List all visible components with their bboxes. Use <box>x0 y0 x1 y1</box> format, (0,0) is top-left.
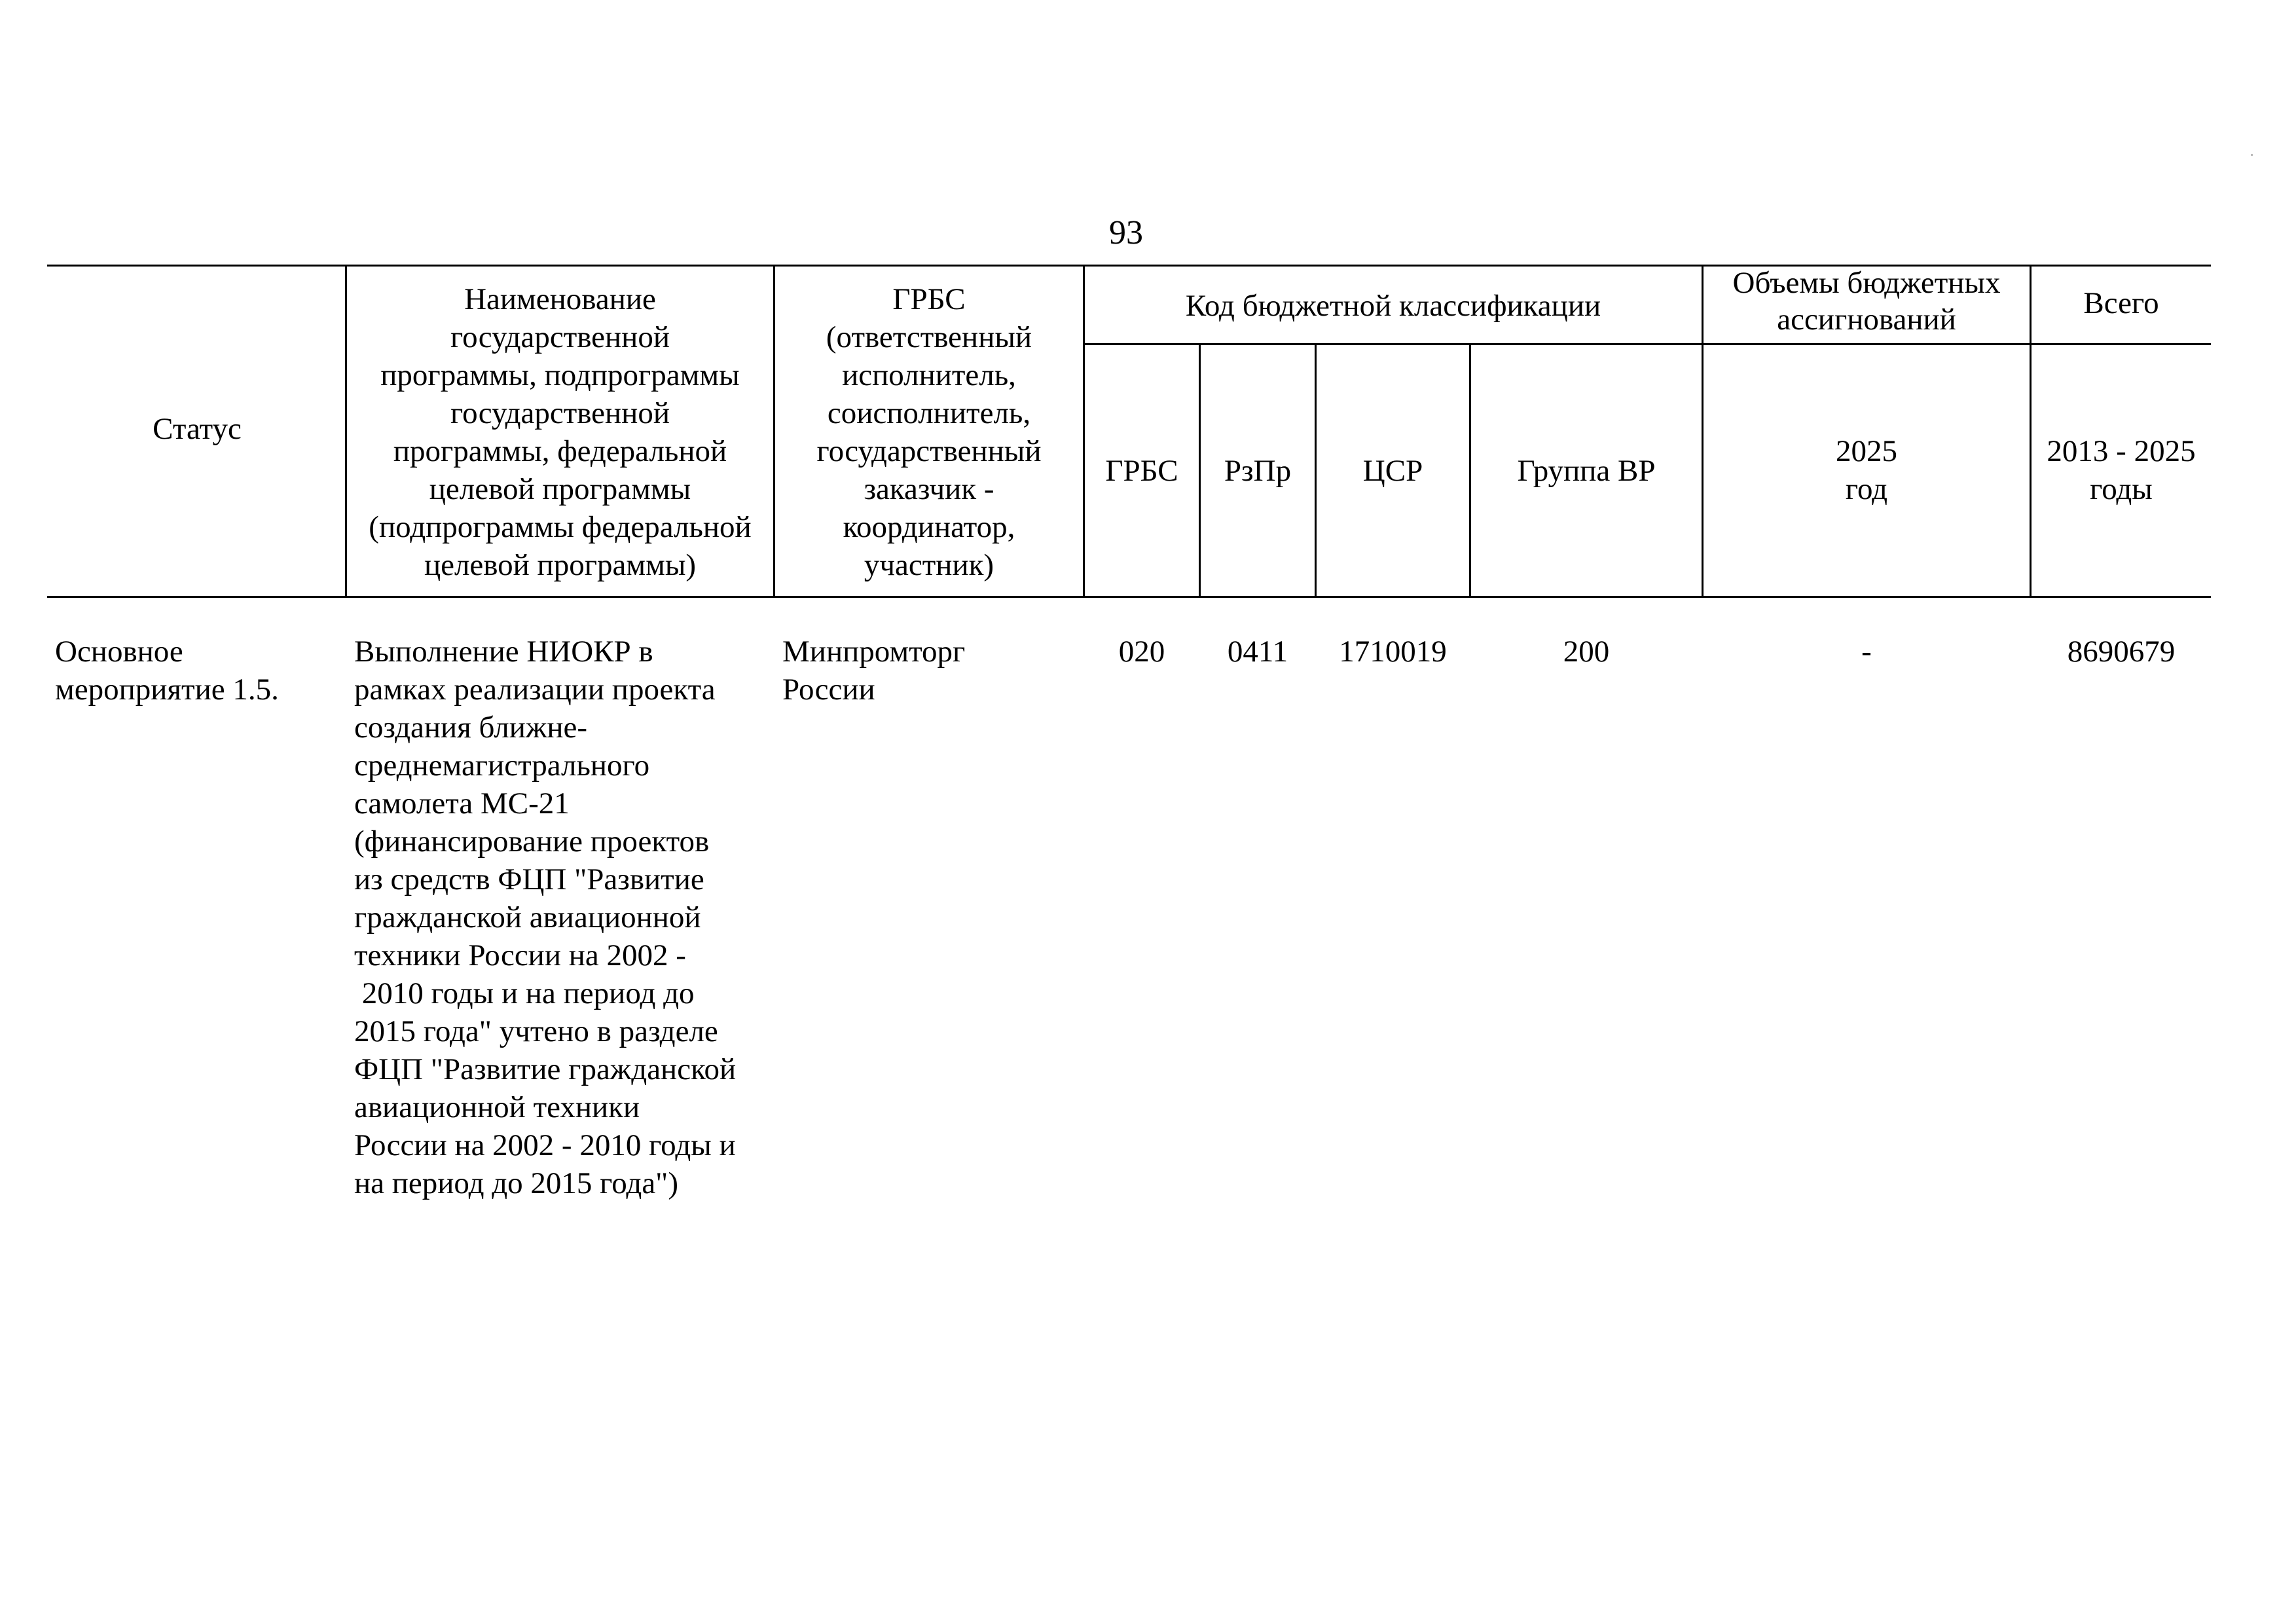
header-grbs-executor-line: государственный <box>816 434 1042 468</box>
row-name-line: техники России на 2002 - <box>354 938 686 972</box>
row-name-line: Выполнение НИОКР в <box>354 635 653 669</box>
header-grbs-executor <box>775 280 1083 584</box>
header-budget-volume-line: ассигнований <box>1777 303 1956 337</box>
header-grbs-executor-line: участник) <box>864 548 994 582</box>
row-group-vr <box>1471 633 1702 671</box>
header-program-name-line: Наименование <box>464 282 656 316</box>
header-bottom-border <box>47 596 2211 598</box>
header-program-name-line: государственной <box>450 396 670 430</box>
row-status-line: мероприятие 1.5. <box>55 673 279 707</box>
row-name-line: самолета МС-21 <box>354 786 570 821</box>
row-status-line: Основное <box>55 635 183 669</box>
header-total-text: Всего <box>2083 286 2159 320</box>
row-csr <box>1317 633 1469 671</box>
row-name-line: авиационной техники <box>354 1090 640 1124</box>
header-budget-code <box>1085 287 1702 325</box>
header-year-2025-line: 2025 <box>1836 434 1897 468</box>
row-rzpr-value: 0411 <box>1227 635 1288 669</box>
header-years-total-line: годы <box>2090 472 2153 506</box>
row-name-line: ФЦП "Развитие гражданской <box>354 1052 737 1086</box>
header-years-total <box>2032 432 2211 508</box>
page-number: 93 <box>1109 214 1143 251</box>
header-csr-text: ЦСР <box>1362 454 1423 488</box>
header-year-2025-line: год <box>1845 472 1888 506</box>
row-grbs <box>1085 633 1199 671</box>
row-name-line: 2015 года" учтено в разделе <box>354 1014 718 1048</box>
header-year-2025 <box>1704 432 2030 508</box>
header-program-name-line: целевой программы <box>429 472 691 506</box>
row-rzpr <box>1201 633 1315 671</box>
row-grbs-executor <box>782 633 1080 709</box>
row-name-line: среднемагистрального <box>354 748 650 783</box>
header-rzpr-text: РзПр <box>1224 454 1292 488</box>
row-status <box>55 633 343 709</box>
header-grbs-executor-line: (ответственный <box>826 320 1032 354</box>
header-budget-volume <box>1704 265 2030 338</box>
header-csr <box>1317 452 1469 490</box>
row-grbs-value: 020 <box>1118 635 1165 669</box>
header-grbs <box>1085 452 1199 490</box>
header-years-total-line: 2013 - 2025 <box>2047 434 2196 468</box>
header-grbs-executor-line: заказчик - <box>864 472 994 506</box>
row-value-2025-value: - <box>1861 635 1872 669</box>
header-program-name-line: целевой программы) <box>424 548 697 582</box>
scan-speck <box>2251 154 2253 156</box>
header-grbs-executor-line: координатор, <box>843 510 1015 544</box>
row-value-total-value: 8690679 <box>2067 635 2176 669</box>
row-name-line: России на 2002 - 2010 годы и <box>354 1128 736 1162</box>
header-program-name <box>347 280 773 584</box>
header-grbs-executor-line: соисполнитель, <box>827 396 1031 430</box>
row-name-line: гражданской авиационной <box>354 900 701 934</box>
header-budget-code-text: Код бюджетной классификации <box>1185 289 1601 323</box>
row-name-line: на период до 2015 года") <box>354 1166 679 1200</box>
row-name-line: 2010 годы и на период до <box>354 976 695 1010</box>
row-group-vr-value: 200 <box>1563 635 1610 669</box>
header-status-text: Статус <box>153 412 242 446</box>
row-csr-value: 1710019 <box>1339 635 1447 669</box>
row-grbs-executor-line: Минпромторг <box>782 635 966 669</box>
header-group-vr-text: Группа ВР <box>1517 454 1656 488</box>
header-budget-volume-line: Объемы бюджетных <box>1732 266 2001 300</box>
header-status <box>49 410 345 448</box>
row-name-line: (финансирование проектов <box>354 824 710 858</box>
subheader-divider <box>1084 343 2211 345</box>
row-grbs-executor-line: России <box>782 673 875 707</box>
header-total <box>2032 284 2211 322</box>
header-program-name-line: программы, федеральной <box>393 434 727 468</box>
header-grbs-text: ГРБС <box>1105 454 1178 488</box>
row-value-total <box>2032 633 2211 671</box>
header-program-name-line: программы, подпрограммы <box>380 358 740 392</box>
header-group-vr <box>1471 452 1702 490</box>
row-name-line: создания ближне- <box>354 710 588 745</box>
row-name-line: рамках реализации проекта <box>354 673 716 707</box>
header-program-name-line: государственной <box>450 320 670 354</box>
row-name <box>354 633 773 1202</box>
header-rzpr <box>1201 452 1315 490</box>
header-program-name-line: (подпрограммы федеральной <box>369 510 752 544</box>
row-value-2025 <box>1704 633 2030 671</box>
header-grbs-executor-line: ГРБС <box>892 282 966 316</box>
row-name-line: из средств ФЦП "Развитие <box>354 862 704 896</box>
header-grbs-executor-line: исполнитель, <box>842 358 1016 392</box>
